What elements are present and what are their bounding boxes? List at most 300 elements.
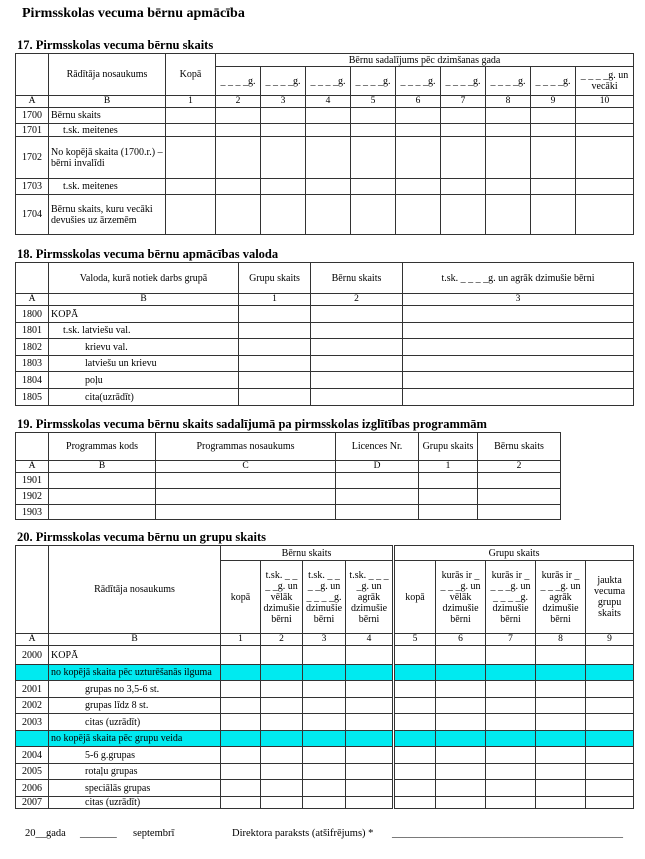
input-cell[interactable] bbox=[346, 780, 394, 797]
input-cell[interactable] bbox=[311, 323, 403, 339]
input-cell[interactable] bbox=[239, 339, 311, 356]
row-label: t.sk. meitenes bbox=[49, 124, 166, 137]
input-cell[interactable] bbox=[216, 179, 261, 195]
row-label: t.sk. latviešu val. bbox=[49, 323, 239, 339]
input-cell[interactable] bbox=[216, 137, 261, 179]
input-cell[interactable] bbox=[586, 747, 634, 764]
header-sub: kurās ir _ _ _ _g. un _ _ _ _g. dzimušie bērni bbox=[486, 561, 536, 634]
input-cell[interactable] bbox=[394, 747, 436, 764]
input-cell[interactable] bbox=[394, 665, 436, 681]
table-cell bbox=[16, 433, 49, 461]
header-cell: Grupu skaits bbox=[419, 433, 478, 461]
input-cell[interactable] bbox=[536, 698, 586, 714]
input-cell[interactable] bbox=[49, 505, 156, 520]
input-cell[interactable] bbox=[311, 372, 403, 389]
input-cell[interactable] bbox=[394, 797, 436, 809]
table-cell bbox=[16, 263, 49, 294]
row-label: krievu val. bbox=[49, 339, 239, 356]
table-17-heading: 17. Pirmsskolas vecuma bērnu skaits bbox=[17, 38, 214, 52]
header-sub: t.sk. _ _ _ _g. un agrāk dzimušie bērni bbox=[346, 561, 394, 634]
input-cell[interactable] bbox=[216, 124, 261, 137]
row-code: 1804 bbox=[16, 372, 49, 389]
input-cell[interactable] bbox=[586, 780, 634, 797]
input-cell[interactable] bbox=[346, 731, 394, 747]
column-code: 2 bbox=[261, 634, 303, 646]
input-cell[interactable] bbox=[403, 323, 634, 339]
input-cell[interactable] bbox=[441, 124, 486, 137]
input-cell[interactable] bbox=[261, 698, 303, 714]
input-cell[interactable] bbox=[586, 731, 634, 747]
header-year: _ _ _ _g. bbox=[216, 67, 261, 96]
page-title: Pirmsskolas vecuma bērnu apmācība bbox=[22, 6, 245, 21]
input-cell[interactable] bbox=[261, 195, 306, 235]
input-cell[interactable] bbox=[586, 797, 634, 809]
table-row bbox=[16, 681, 634, 698]
input-cell[interactable] bbox=[221, 797, 261, 809]
table-row bbox=[16, 323, 634, 339]
input-cell[interactable] bbox=[486, 195, 531, 235]
table-row bbox=[16, 797, 634, 809]
input-cell[interactable] bbox=[156, 505, 336, 520]
input-cell[interactable] bbox=[261, 747, 303, 764]
input-cell[interactable] bbox=[586, 764, 634, 780]
input-cell[interactable] bbox=[436, 646, 486, 665]
input-cell[interactable] bbox=[436, 698, 486, 714]
input-cell[interactable] bbox=[436, 764, 486, 780]
table-row bbox=[16, 124, 634, 137]
footer-date-blank[interactable]: _______ bbox=[80, 828, 117, 839]
input-cell[interactable] bbox=[336, 489, 419, 505]
input-cell[interactable] bbox=[346, 747, 394, 764]
table-row bbox=[16, 646, 634, 665]
input-cell[interactable] bbox=[49, 489, 156, 505]
input-cell[interactable] bbox=[351, 137, 396, 179]
input-cell[interactable] bbox=[49, 473, 156, 489]
header-cell: Grupu skaits bbox=[239, 263, 311, 294]
row-code: 2002 bbox=[16, 698, 49, 714]
table-row bbox=[16, 339, 634, 356]
input-cell[interactable] bbox=[221, 681, 261, 698]
row-label: citas (uzrādīt) bbox=[49, 797, 221, 809]
input-cell[interactable] bbox=[311, 306, 403, 323]
input-cell[interactable] bbox=[394, 731, 436, 747]
column-code: 7 bbox=[441, 96, 486, 108]
column-code: 7 bbox=[486, 634, 536, 646]
row-label: speciālās grupas bbox=[49, 780, 221, 797]
input-cell[interactable] bbox=[436, 747, 486, 764]
input-cell[interactable] bbox=[221, 780, 261, 797]
row-code: 1800 bbox=[16, 306, 49, 323]
table-row bbox=[16, 372, 634, 389]
input-cell[interactable] bbox=[486, 179, 531, 195]
input-cell[interactable] bbox=[486, 646, 536, 665]
table-cell bbox=[16, 546, 49, 634]
input-cell[interactable] bbox=[303, 747, 346, 764]
input-cell[interactable] bbox=[436, 714, 486, 731]
input-cell[interactable] bbox=[531, 124, 576, 137]
input-cell[interactable] bbox=[351, 195, 396, 235]
input-cell[interactable] bbox=[441, 179, 486, 195]
row-label: KOPĀ bbox=[49, 306, 239, 323]
input-cell[interactable] bbox=[486, 797, 536, 809]
input-cell[interactable] bbox=[346, 714, 394, 731]
input-cell[interactable] bbox=[311, 389, 403, 406]
header-cell: Valoda, kurā notiek darbs grupā bbox=[49, 263, 239, 294]
input-cell[interactable] bbox=[441, 195, 486, 235]
input-cell[interactable] bbox=[486, 108, 531, 124]
input-cell[interactable] bbox=[486, 137, 531, 179]
input-cell[interactable] bbox=[576, 137, 634, 179]
table-row bbox=[16, 698, 634, 714]
input-cell[interactable] bbox=[303, 797, 346, 809]
input-cell[interactable] bbox=[586, 665, 634, 681]
header-sub: kurās ir _ _ _ _g. un vēlāk dzimušie bērni bbox=[436, 561, 486, 634]
input-cell[interactable] bbox=[261, 681, 303, 698]
column-code: 5 bbox=[351, 96, 396, 108]
column-code: 2 bbox=[478, 461, 561, 473]
header-year: _ _ _ _g. bbox=[396, 67, 441, 96]
input-cell[interactable] bbox=[261, 714, 303, 731]
input-cell[interactable] bbox=[531, 195, 576, 235]
input-cell[interactable] bbox=[394, 698, 436, 714]
input-cell[interactable] bbox=[336, 473, 419, 489]
row-code: 1903 bbox=[16, 505, 49, 520]
table-19 bbox=[15, 432, 561, 520]
row-code: 2003 bbox=[16, 714, 49, 731]
column-code: 8 bbox=[536, 634, 586, 646]
input-cell[interactable] bbox=[419, 489, 478, 505]
input-cell[interactable] bbox=[531, 179, 576, 195]
input-cell[interactable] bbox=[576, 179, 634, 195]
input-cell[interactable] bbox=[486, 665, 536, 681]
row-code: 1703 bbox=[16, 179, 49, 195]
table-row bbox=[16, 137, 634, 179]
input-cell[interactable] bbox=[403, 306, 634, 323]
input-cell[interactable] bbox=[336, 505, 419, 520]
input-cell[interactable] bbox=[303, 681, 346, 698]
row-label: grupas līdz 8 st. bbox=[49, 698, 221, 714]
input-cell[interactable] bbox=[394, 764, 436, 780]
input-cell[interactable] bbox=[303, 764, 346, 780]
input-cell[interactable] bbox=[166, 124, 216, 137]
input-cell[interactable] bbox=[486, 124, 531, 137]
column-codes-row bbox=[16, 461, 561, 473]
row-code: 1902 bbox=[16, 489, 49, 505]
header-year: _ _ _ _g. bbox=[441, 67, 486, 96]
row-code bbox=[16, 665, 49, 681]
input-cell[interactable] bbox=[436, 681, 486, 698]
input-cell[interactable] bbox=[536, 764, 586, 780]
input-cell[interactable] bbox=[216, 108, 261, 124]
input-cell[interactable] bbox=[303, 646, 346, 665]
input-cell[interactable] bbox=[166, 195, 216, 235]
input-cell[interactable] bbox=[403, 356, 634, 372]
input-cell[interactable] bbox=[486, 731, 536, 747]
table-row bbox=[16, 714, 634, 731]
signature-label: Direktora paraksts (atšifrējums) * bbox=[232, 828, 374, 839]
header-sub: t.sk. _ _ _ _g. un _ _ _ _g. dzimušie bērni bbox=[303, 561, 346, 634]
table-17 bbox=[15, 53, 634, 235]
input-cell[interactable] bbox=[306, 124, 351, 137]
input-cell[interactable] bbox=[306, 179, 351, 195]
input-cell[interactable] bbox=[441, 137, 486, 179]
input-cell[interactable] bbox=[536, 780, 586, 797]
input-cell[interactable] bbox=[403, 389, 634, 406]
input-cell[interactable] bbox=[396, 195, 441, 235]
input-cell[interactable] bbox=[261, 124, 306, 137]
input-cell[interactable] bbox=[396, 124, 441, 137]
row-label: poļu bbox=[49, 372, 239, 389]
header-year: _ _ _ _g. bbox=[351, 67, 396, 96]
input-cell[interactable] bbox=[536, 665, 586, 681]
row-code: 2007 bbox=[16, 797, 49, 809]
input-cell[interactable] bbox=[576, 124, 634, 137]
column-code: 4 bbox=[346, 634, 394, 646]
input-cell[interactable] bbox=[221, 714, 261, 731]
input-cell[interactable] bbox=[478, 489, 561, 505]
row-code: 1702 bbox=[16, 137, 49, 179]
input-cell[interactable] bbox=[441, 108, 486, 124]
input-cell[interactable] bbox=[221, 764, 261, 780]
column-code: 6 bbox=[436, 634, 486, 646]
input-cell[interactable] bbox=[303, 731, 346, 747]
table-row bbox=[16, 505, 561, 520]
header-sub: kurās ir _ _ _ _g. un agrāk dzimušie bērni bbox=[536, 561, 586, 634]
input-cell[interactable] bbox=[261, 665, 303, 681]
row-code bbox=[16, 731, 49, 747]
header-row bbox=[16, 54, 634, 67]
column-codes-row bbox=[16, 96, 634, 108]
column-code: 8 bbox=[486, 96, 531, 108]
input-cell[interactable] bbox=[536, 646, 586, 665]
header-year: _ _ _ _g. bbox=[486, 67, 531, 96]
header-group-groups: Grupu skaits bbox=[394, 546, 634, 561]
header-year: _ _ _ _g. bbox=[531, 67, 576, 96]
row-code: 2006 bbox=[16, 780, 49, 797]
header-sub: t.sk. _ _ _ _g. un vēlāk dzimušie bērni bbox=[261, 561, 303, 634]
input-cell[interactable] bbox=[419, 473, 478, 489]
table-20 bbox=[15, 545, 634, 809]
input-cell[interactable] bbox=[239, 389, 311, 406]
header-cell: Programmas nosaukums bbox=[156, 433, 336, 461]
signature-line[interactable]: ____________________________________________ bbox=[392, 828, 623, 839]
input-cell[interactable] bbox=[239, 356, 311, 372]
input-cell[interactable] bbox=[261, 731, 303, 747]
header-cell: Licences Nr. bbox=[336, 433, 419, 461]
table-row bbox=[16, 731, 634, 747]
row-label: no kopējā skaita pēc grupu veida bbox=[49, 731, 221, 747]
input-cell[interactable] bbox=[346, 797, 394, 809]
input-cell[interactable] bbox=[394, 681, 436, 698]
input-cell[interactable] bbox=[576, 195, 634, 235]
input-cell[interactable] bbox=[351, 108, 396, 124]
input-cell[interactable] bbox=[306, 195, 351, 235]
input-cell[interactable] bbox=[346, 681, 394, 698]
table-row bbox=[16, 747, 634, 764]
input-cell[interactable] bbox=[531, 137, 576, 179]
header-cell: t.sk. _ _ _ _g. un agrāk dzimušie bērni bbox=[403, 263, 634, 294]
input-cell[interactable] bbox=[394, 714, 436, 731]
row-code: 2001 bbox=[16, 681, 49, 698]
row-code: 1700 bbox=[16, 108, 49, 124]
column-code: 1 bbox=[239, 294, 311, 306]
input-cell[interactable] bbox=[436, 797, 486, 809]
input-cell[interactable] bbox=[394, 780, 436, 797]
input-cell[interactable] bbox=[351, 124, 396, 137]
row-label: 5-6 g.grupas bbox=[49, 747, 221, 764]
header-sub: jaukta vecuma grupu skaits bbox=[586, 561, 634, 634]
input-cell[interactable] bbox=[586, 681, 634, 698]
table-row bbox=[16, 665, 634, 681]
header-cell: Bērnu skaits bbox=[311, 263, 403, 294]
input-cell[interactable] bbox=[346, 764, 394, 780]
input-cell[interactable] bbox=[486, 714, 536, 731]
column-codes-row bbox=[16, 634, 634, 646]
column-code: A bbox=[16, 634, 49, 646]
header-row bbox=[16, 546, 634, 561]
input-cell[interactable] bbox=[536, 714, 586, 731]
input-cell[interactable] bbox=[156, 473, 336, 489]
row-code: 1901 bbox=[16, 473, 49, 489]
input-cell[interactable] bbox=[586, 646, 634, 665]
table-18 bbox=[15, 262, 634, 406]
column-code: C bbox=[156, 461, 336, 473]
input-cell[interactable] bbox=[394, 646, 436, 665]
input-cell[interactable] bbox=[486, 698, 536, 714]
input-cell[interactable] bbox=[396, 108, 441, 124]
input-cell[interactable] bbox=[261, 797, 303, 809]
input-cell[interactable] bbox=[586, 714, 634, 731]
column-code: 2 bbox=[216, 96, 261, 108]
header-sub: kopā bbox=[394, 561, 436, 634]
input-cell[interactable] bbox=[536, 681, 586, 698]
row-label: no kopējā skaita pēc uzturēšanās ilguma bbox=[49, 665, 221, 681]
row-code: 2004 bbox=[16, 747, 49, 764]
input-cell[interactable] bbox=[586, 698, 634, 714]
input-cell[interactable] bbox=[239, 372, 311, 389]
table-row bbox=[16, 389, 634, 406]
input-cell[interactable] bbox=[403, 339, 634, 356]
input-cell[interactable] bbox=[576, 108, 634, 124]
input-cell[interactable] bbox=[221, 731, 261, 747]
column-code: 1 bbox=[419, 461, 478, 473]
input-cell[interactable] bbox=[303, 698, 346, 714]
row-label: KOPĀ bbox=[49, 646, 221, 665]
row-label: No kopējā skaita (1700.r.) –bērni invalīdi bbox=[49, 137, 166, 179]
input-cell[interactable] bbox=[306, 108, 351, 124]
input-cell[interactable] bbox=[436, 665, 486, 681]
input-cell[interactable] bbox=[261, 764, 303, 780]
input-cell[interactable] bbox=[261, 108, 306, 124]
row-label: Bērnu skaits bbox=[49, 108, 166, 124]
row-code: 1704 bbox=[16, 195, 49, 235]
row-code: 1701 bbox=[16, 124, 49, 137]
table-18-heading: 18. Pirmsskolas vecuma bērnu apmācības valoda bbox=[17, 247, 279, 261]
header-year: _ _ _ _g. un vecāki bbox=[576, 67, 634, 96]
input-cell[interactable] bbox=[261, 780, 303, 797]
input-cell[interactable] bbox=[166, 108, 216, 124]
header-sub: kopā bbox=[221, 561, 261, 634]
row-label: rotaļu grupas bbox=[49, 764, 221, 780]
input-cell[interactable] bbox=[478, 505, 561, 520]
column-code: B bbox=[49, 461, 156, 473]
input-cell[interactable] bbox=[436, 780, 486, 797]
input-cell[interactable] bbox=[221, 747, 261, 764]
input-cell[interactable] bbox=[261, 179, 306, 195]
input-cell[interactable] bbox=[311, 356, 403, 372]
column-code: 5 bbox=[394, 634, 436, 646]
input-cell[interactable] bbox=[346, 646, 394, 665]
input-cell[interactable] bbox=[306, 137, 351, 179]
input-cell[interactable] bbox=[351, 179, 396, 195]
input-cell[interactable] bbox=[311, 339, 403, 356]
input-cell[interactable] bbox=[156, 489, 336, 505]
input-cell[interactable] bbox=[221, 646, 261, 665]
input-cell[interactable] bbox=[486, 747, 536, 764]
input-cell[interactable] bbox=[346, 665, 394, 681]
input-cell[interactable] bbox=[396, 137, 441, 179]
input-cell[interactable] bbox=[216, 195, 261, 235]
column-codes-row bbox=[16, 294, 634, 306]
table-row bbox=[16, 780, 634, 797]
input-cell[interactable] bbox=[239, 306, 311, 323]
column-code: 9 bbox=[586, 634, 634, 646]
footer-date: 20__gada bbox=[25, 828, 66, 839]
header-row bbox=[16, 263, 634, 294]
column-code: 9 bbox=[531, 96, 576, 108]
table-20-heading: 20. Pirmsskolas vecuma bērnu un grupu skaits bbox=[17, 530, 266, 544]
input-cell[interactable] bbox=[436, 731, 486, 747]
column-code: 4 bbox=[306, 96, 351, 108]
input-cell[interactable] bbox=[261, 646, 303, 665]
table-row bbox=[16, 764, 634, 780]
table-row bbox=[16, 473, 561, 489]
input-cell[interactable] bbox=[303, 714, 346, 731]
header-name: Rādītāja nosaukums bbox=[49, 54, 166, 96]
input-cell[interactable] bbox=[478, 473, 561, 489]
input-cell[interactable] bbox=[239, 323, 311, 339]
column-code: B bbox=[49, 96, 166, 108]
input-cell[interactable] bbox=[536, 797, 586, 809]
input-cell[interactable] bbox=[486, 681, 536, 698]
table-row bbox=[16, 108, 634, 124]
input-cell[interactable] bbox=[221, 665, 261, 681]
input-cell[interactable] bbox=[166, 179, 216, 195]
input-cell[interactable] bbox=[166, 137, 216, 179]
input-cell[interactable] bbox=[536, 747, 586, 764]
input-cell[interactable] bbox=[486, 764, 536, 780]
input-cell[interactable] bbox=[221, 698, 261, 714]
input-cell[interactable] bbox=[486, 780, 536, 797]
footer-month: septembrī bbox=[133, 828, 175, 839]
column-code: D bbox=[336, 461, 419, 473]
input-cell[interactable] bbox=[303, 780, 346, 797]
input-cell[interactable] bbox=[396, 179, 441, 195]
column-code: B bbox=[49, 634, 221, 646]
input-cell[interactable] bbox=[531, 108, 576, 124]
row-code: 2005 bbox=[16, 764, 49, 780]
input-cell[interactable] bbox=[261, 137, 306, 179]
header-cell: Bērnu skaits bbox=[478, 433, 561, 461]
input-cell[interactable] bbox=[303, 665, 346, 681]
input-cell[interactable] bbox=[403, 372, 634, 389]
input-cell[interactable] bbox=[346, 698, 394, 714]
input-cell[interactable] bbox=[536, 731, 586, 747]
column-code: A bbox=[16, 461, 49, 473]
row-label: cita(uzrādīt) bbox=[49, 389, 239, 406]
input-cell[interactable] bbox=[419, 505, 478, 520]
header-year: _ _ _ _g. bbox=[306, 67, 351, 96]
